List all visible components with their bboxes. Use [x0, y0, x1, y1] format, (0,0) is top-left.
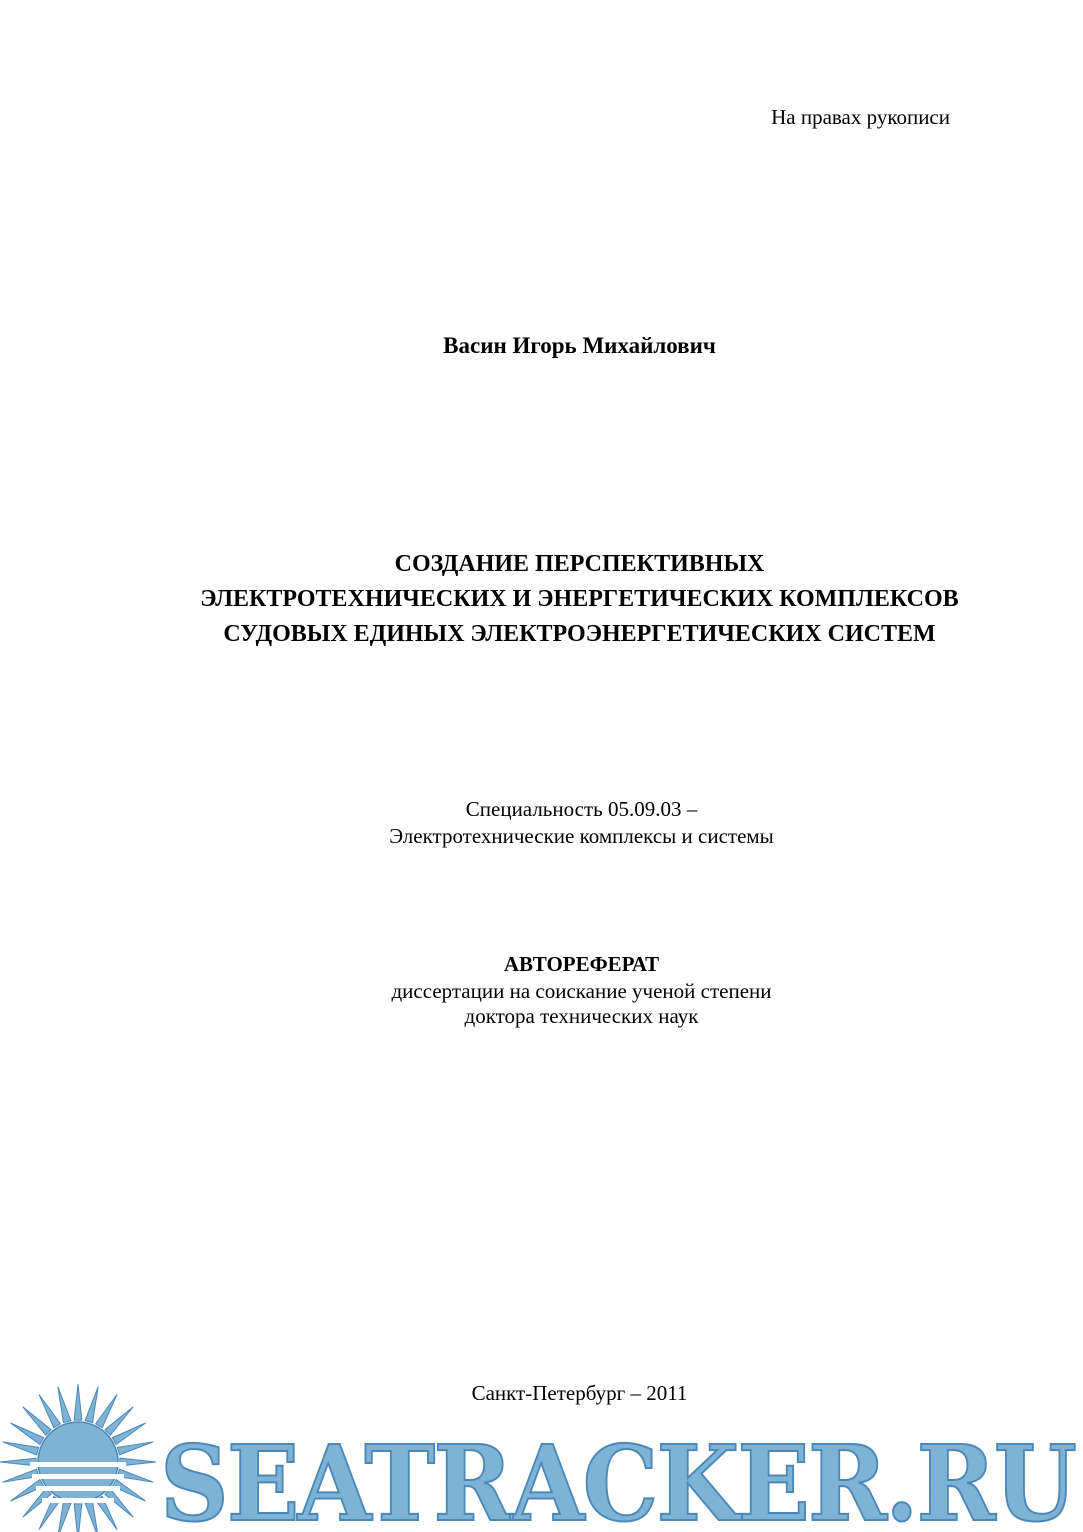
sun-ray: [58, 1387, 71, 1423]
title-line-2: ЭЛЕКТРОТЕХНИЧЕСКИХ И ЭНЕРГЕТИЧЕСКИХ КОМПЛЕКСОВ: [200, 586, 959, 612]
watermark-text: SEATRACKER.RU: [160, 1422, 1076, 1532]
author-name: Васин Игорь Михайлович: [443, 333, 716, 358]
title-line-1: СОЗДАНИЕ ПЕРСПЕКТИВНЫХ: [394, 551, 765, 577]
sun-ray: [3, 1442, 39, 1455]
city-year: Санкт-Петербург – 2011: [471, 1381, 688, 1405]
specialty-line-2: Электротехнические комплексы и системы: [389, 824, 774, 848]
sun-ray: [58, 1501, 71, 1532]
sun-ray: [74, 1384, 82, 1420]
abstract-line-1: диссертации на соискание ученой степени: [391, 979, 772, 1003]
sun-ray: [85, 1387, 98, 1423]
sun-ray: [117, 1442, 153, 1455]
watermark: [0, 1370, 1083, 1532]
title-line-3: СУДОВЫХ ЕДИНЫХ ЭЛЕКТРОЭНЕРГЕТИЧЕСКИХ СИСТЕМ: [223, 621, 936, 647]
sun-ray: [85, 1501, 98, 1532]
sun-ray: [74, 1504, 82, 1532]
specialty-line-1: Специальность 05.09.03 –: [465, 797, 698, 821]
sun-icon: [0, 1384, 156, 1532]
manuscript-stamp: На правах рукописи: [771, 105, 950, 129]
abstract-line-2: доктора технических наук: [464, 1004, 699, 1028]
abstract-heading: АВТОРЕФЕРАТ: [503, 952, 660, 976]
